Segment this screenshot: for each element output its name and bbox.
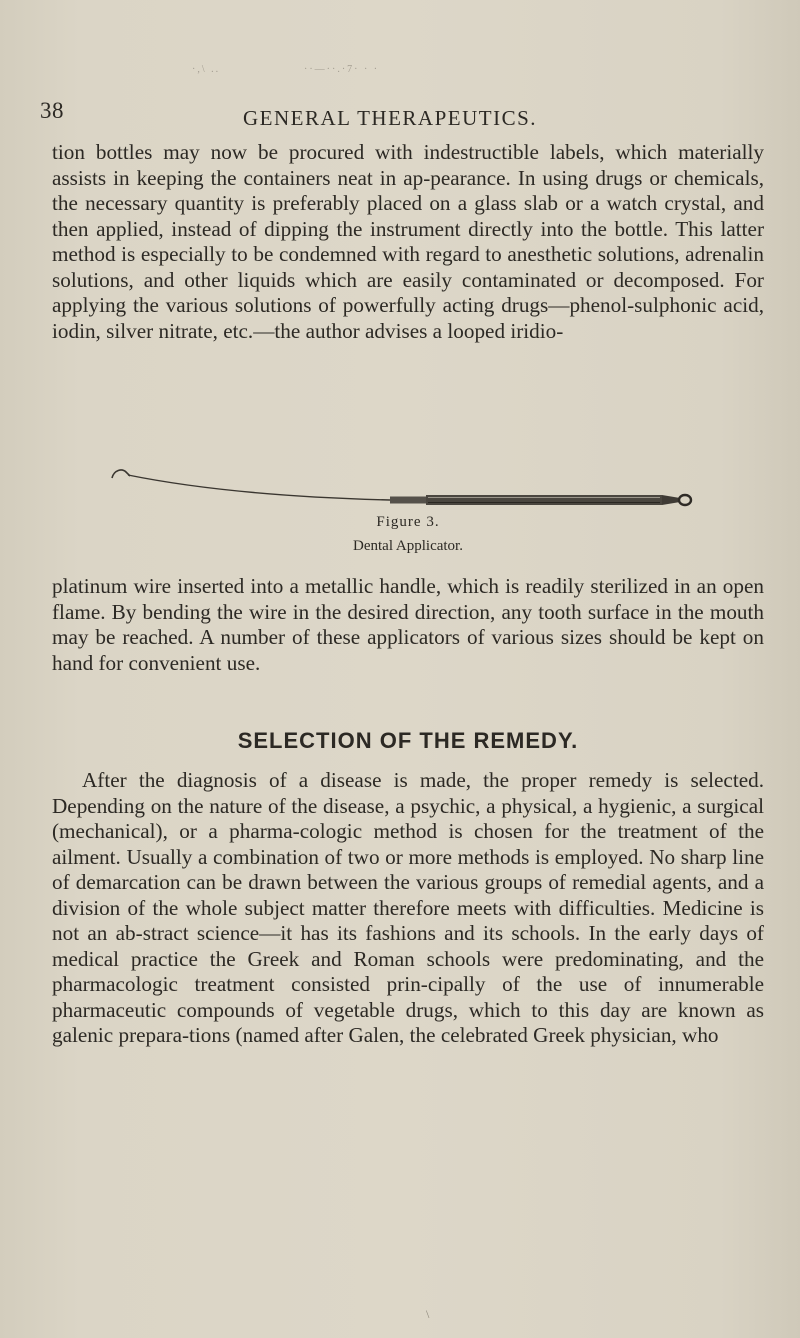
figure-label: Figure 3. — [376, 514, 440, 530]
applicator-handle-end — [662, 495, 680, 505]
applicator-wire — [128, 475, 390, 500]
bleed-through-mark-left: ·,\ .. — [192, 64, 221, 75]
applicator-wire-tip — [112, 470, 130, 478]
figure-dental-applicator — [52, 458, 764, 560]
footer-mark: \ — [426, 1307, 430, 1321]
applicator-handle — [426, 495, 662, 505]
running-title: GENERAL THERAPEUTICS. — [243, 106, 537, 130]
bleed-through-mark-right: ··—··.·7· · · — [304, 64, 380, 75]
section-heading: SELECTION OF THE REMEDY. — [237, 728, 579, 753]
applicator-ferrule — [390, 497, 428, 504]
paragraph-bottles: tion bottles may now be procured with indestructible labels, which materially assists in keeping the containers neat in ap-pearance. In using drugs or chemicals, the necessary quantity is preferably placed on a glass slab or a watch crystal, and then applied, instead of dipping the instrument directly into the bottle. This latter method is especially to be condemned with regard to anesthetic solutions, adrenalin solutions, and other liquids which are easily contaminated or decomposed. For applying the various solutions of powerfully acting drugs—phenol-sulphonic acid, iodin, silver nitrate, etc.—the author advises a looped iridio- — [52, 140, 764, 343]
page-number: 38 — [40, 98, 64, 123]
paragraph-selection: After the diagnosis of a disease is made, the proper remedy is selected. Depending on the nature of the disease, a psychic, a physical, a hygienic, a surgical (mechanical), or a pharma-cologic method is chosen for the treatment of the ailment. Usually a combination of two or more methods is employed. No sharp line of demarcation can be drawn between the various groups of remedial agents, and a division of the whole subject matter therefore meets with difficulties. Medicine is not an ab-stract science—it has its fashions and its schools. In the early days of medical practice the Greek and Roman schools were predominating, and the pharmacologic treatment consisted prin-cipally of the use of innumerable pharmaceutic compounds of vegetable drugs, which to this day are known as galenic prepara-tions (named after Galen, the celebrated Greek physician, who — [52, 768, 764, 1047]
figure-caption: Dental Applicator. — [353, 538, 463, 554]
page-header — [40, 98, 760, 138]
dental-applicator-illustration — [52, 458, 764, 514]
applicator-loop — [679, 495, 691, 505]
paragraph-platinum-wire: platinum wire inserted into a metallic handle, which is readily sterilized in an open flame. By bending the wire in the desired direction, any tooth surface in the mouth may be reached. A number of these applicators of various sizes should be kept on hand for convenient use. — [52, 574, 764, 675]
